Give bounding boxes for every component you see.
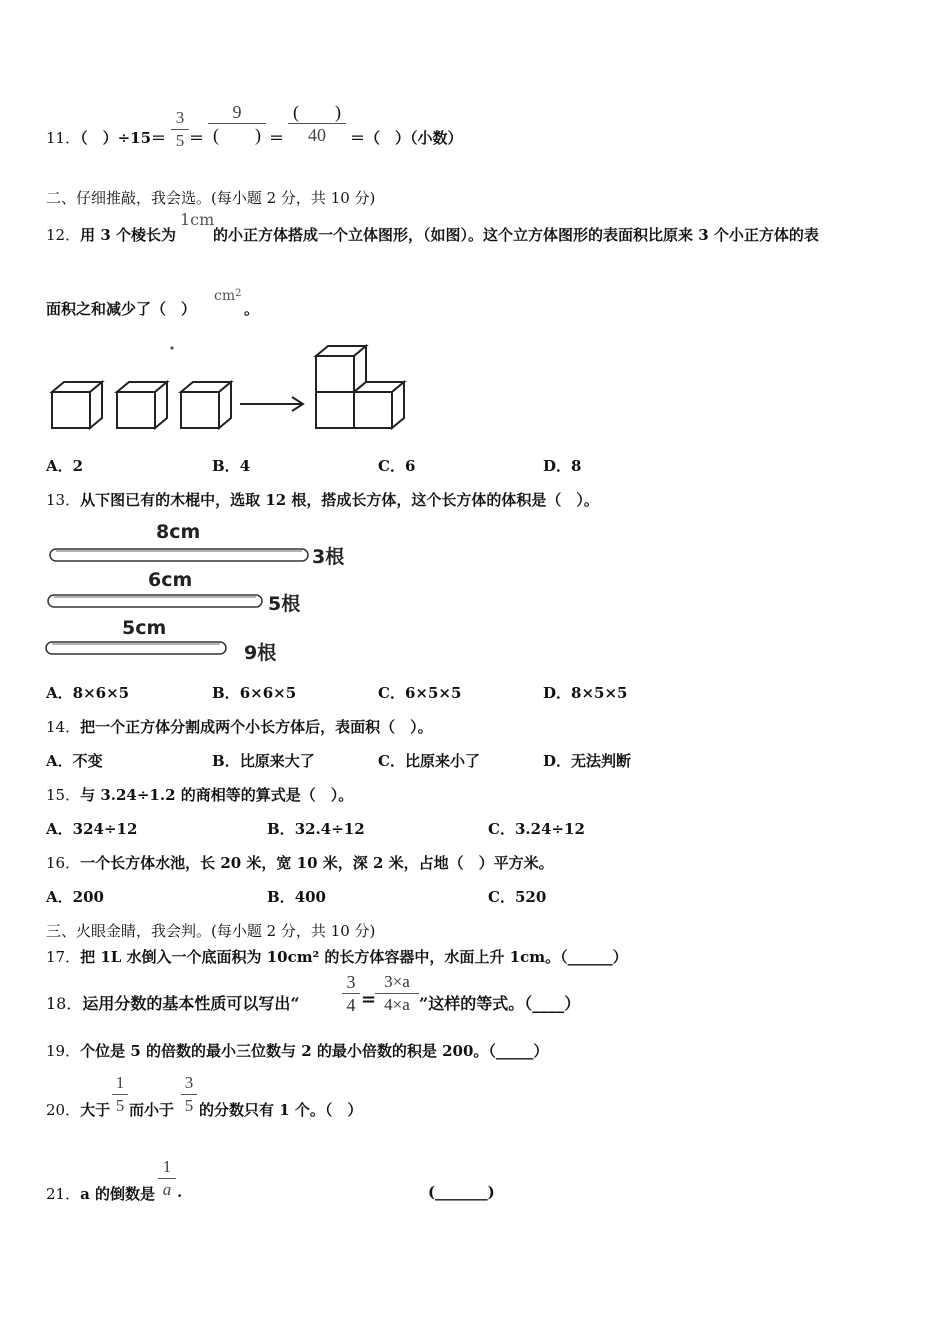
question-16: 16．一个长方体水池，长 20 米，宽 10 米，深 2 米，占地（ ）平方米。 (46, 854, 554, 872)
q16-option-a[interactable]: A．200 (46, 888, 104, 906)
q15-option-b[interactable]: B．32.4÷12 (267, 820, 365, 838)
q20-text-b: 而小于 (129, 1101, 175, 1119)
q11-fraction-1: 3 5 (171, 108, 189, 151)
question-12: 12．用 3 个棱长为 (46, 226, 176, 244)
q11-fraction-2: 9 ( ) (208, 102, 266, 145)
stick-3-length: 5cm (122, 617, 167, 639)
q18-text-b: ”这样的等式。（____） (419, 994, 581, 1013)
section-3-heading: 三、火眼金睛，我会判。(每小题 2 分，共 10 分) (46, 922, 376, 940)
q15-option-c[interactable]: C．3.24÷12 (488, 820, 585, 838)
q12-option-a[interactable]: A．2 (46, 457, 84, 475)
q21-text-b: . (177, 1183, 183, 1201)
q13-sticks-figure (40, 518, 370, 668)
question-11 (46, 127, 166, 148)
arrow-icon (240, 397, 303, 411)
q21-fraction: 1 a (158, 1157, 176, 1200)
q18-fraction-1: 3 4 (342, 972, 360, 1015)
q16-option-c[interactable]: C．520 (488, 888, 547, 906)
q14-option-d[interactable]: D．无法判断 (543, 752, 632, 770)
q12-cubes-figure (40, 340, 460, 440)
question-15: 15．与 3.24÷1.2 的商相等的算式是（ ）。 (46, 786, 354, 804)
q18-eq: = (361, 989, 377, 1010)
stick-2 (48, 595, 262, 607)
q11-fraction-3: ( ) 40 (288, 102, 346, 145)
q11-eq1: ＝ (189, 129, 205, 147)
q12-option-c[interactable]: C．6 (378, 457, 416, 475)
q12-unit2: $cm^2$ (214, 288, 242, 304)
q14-option-c[interactable]: C．比原来小了 (378, 752, 480, 770)
q11-part1: （ ）÷15＝ (80, 129, 167, 147)
q12-option-b[interactable]: B．4 (212, 457, 251, 475)
question-number: 11． (46, 129, 81, 147)
q12-text-b: 的小正方体搭成一个立体图形，（如图）。这个立方体图形的表面积比原来 3 个小正方体的表 (213, 226, 819, 244)
q11-tail: ＝（ ）（小数） (350, 129, 463, 147)
q18-fraction-2: 3×a 4×a (375, 972, 419, 1015)
stick-3-count: 9根 (244, 642, 277, 664)
q14-option-a[interactable]: A．不变 (46, 752, 103, 770)
q21-answer-blank[interactable]: (_______) (428, 1183, 495, 1201)
q11-eq2: ＝ (269, 129, 285, 147)
q13-option-b[interactable]: B．6×6×5 (212, 684, 297, 702)
question-20: 20．大于 (46, 1101, 111, 1119)
question-18: 18．运用分数的基本性质可以写出“ (46, 994, 300, 1013)
stick-1-count: 3根 (312, 546, 345, 568)
q16-option-b[interactable]: B．400 (267, 888, 326, 906)
combined-shape (316, 346, 404, 428)
stick-3 (46, 642, 226, 654)
q12-option-d[interactable]: D．8 (543, 457, 582, 475)
q12-unit: 1cm (180, 210, 215, 229)
question-19: 19．个位是 5 的倍数的最小三位数与 2 的最小倍数的积是 200。（_____） (46, 1042, 549, 1060)
stick-2-length: 6cm (148, 569, 193, 591)
q13-option-c[interactable]: C．6×5×5 (378, 684, 462, 702)
question-13: 13．从下图已有的木棍中，选取 12 根，搭成长方体，这个长方体的体积是（ ）。 (46, 491, 599, 509)
cube-1 (52, 382, 102, 428)
stick-1 (50, 549, 308, 561)
stick-2-count: 5根 (268, 593, 301, 615)
stick-1-length: 8cm (156, 521, 201, 543)
q14-option-b[interactable]: B．比原来大了 (212, 752, 315, 770)
question-17: 17．把 1L 水倒入一个底面积为 10cm² 的长方体容器中，水面上升 1cm。（______） (46, 948, 628, 966)
q12-end: 。 (244, 300, 260, 318)
q20-text-c: 的分数只有 1 个。（ ） (199, 1101, 363, 1119)
question-21: 21．a 的倒数是 (46, 1185, 156, 1203)
q12-line2: 面积之和减少了（ ） (46, 300, 197, 318)
q20-fraction-2: 3 5 (181, 1073, 197, 1116)
q13-option-d[interactable]: D．8×5×5 (543, 684, 628, 702)
section-2-heading: 二、仔细推敲，我会选。(每小题 2 分，共 10 分) (46, 189, 376, 207)
question-14: 14．把一个正方体分割成两个小长方体后，表面积（ ）。 (46, 718, 433, 736)
cube-2 (117, 382, 167, 428)
q15-option-a[interactable]: A．324÷12 (46, 820, 138, 838)
q13-option-a[interactable]: A．8×6×5 (46, 684, 130, 702)
cube-3 (181, 382, 231, 428)
q20-fraction-1: 1 5 (112, 1073, 128, 1116)
